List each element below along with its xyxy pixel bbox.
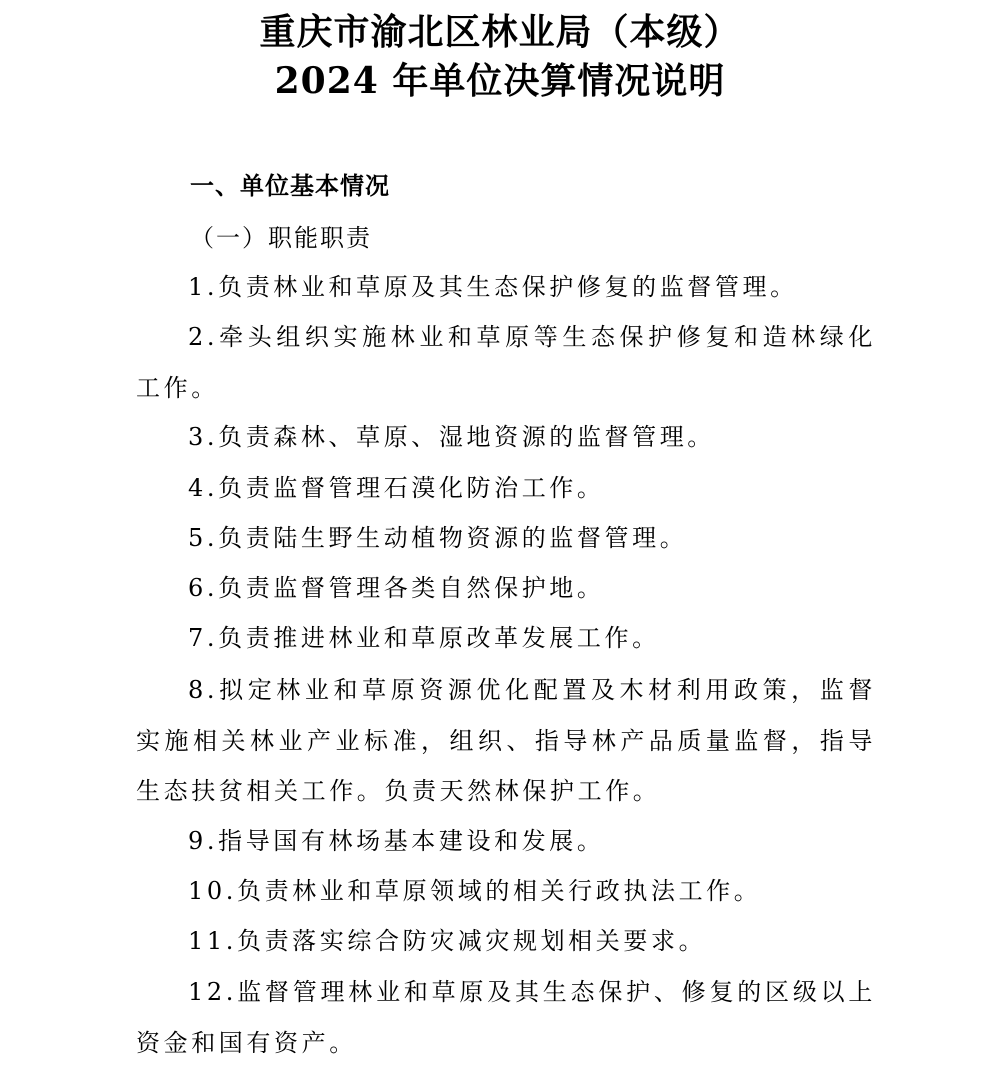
duty-item-8: 8.拟定林业和草原资源优化配置及木材利用政策，监督实施相关林业产业标准，组织、指导林产品质量监督，指导生态扶贫相关工作。负责天然林保护工作。 (136, 676, 876, 805)
duty-item-7: 7.负责推进林业和草原改革发展工作。 (188, 624, 660, 652)
duty-item-6: 6.负责监督管理各类自然保护地。 (188, 574, 605, 602)
duty-item-4: 4.负责监督管理石漠化防治工作。 (188, 474, 605, 502)
duty-item-3: 3.负责森林、草原、湿地资源的监督管理。 (188, 423, 715, 451)
duty-item-1: 1.负责林业和草原及其生态保护修复的监督管理。 (188, 273, 798, 301)
duty-item-12: 12.监督管理林业和草原及其生态保护、修复的区级以上资金和国有资产。 (136, 978, 876, 1057)
section-heading: 一、单位基本情况 (190, 172, 390, 200)
section-subheading: （一）职能职责 (190, 224, 372, 252)
duty-item-10: 10.负责林业和草原领域的相关行政执法工作。 (188, 877, 762, 905)
duty-item-5: 5.负责陆生野生动植物资源的监督管理。 (188, 524, 688, 552)
document-title-line2: 2024 年单位决算情况说明 (274, 60, 726, 102)
duty-item-2: 2.牵头组织实施林业和草原等生态保护修复和造林绿化工作。 (136, 323, 876, 402)
duty-item-9: 9.指导国有林场基本建设和发展。 (188, 827, 605, 855)
document-title-line1: 重庆市渝北区林业局（本级） (259, 11, 741, 53)
duty-item-11: 11.负责落实综合防灾减灾规划相关要求。 (188, 927, 707, 955)
